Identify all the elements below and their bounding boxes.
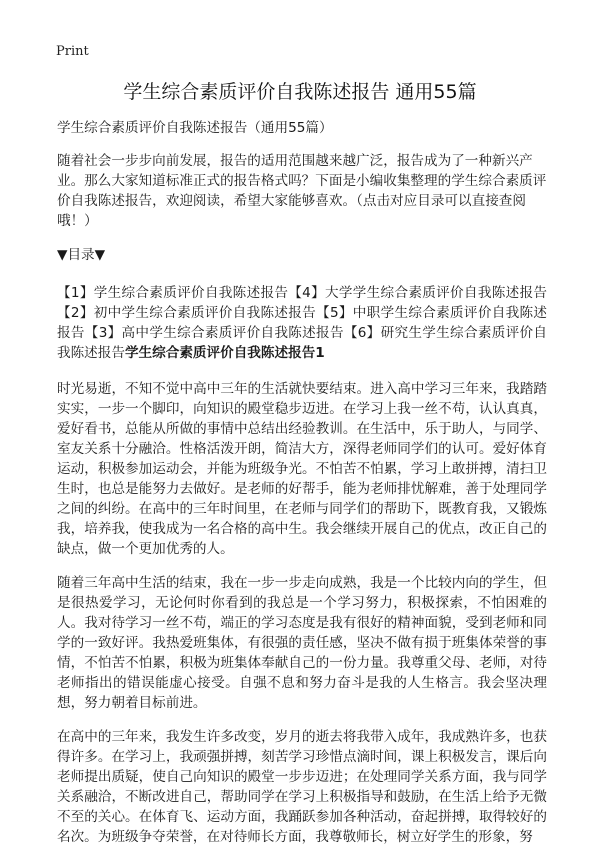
table-of-contents [57, 283, 547, 363]
toc-item-2[interactable]: 【2】初中学生综合素质评价自我陈述报告 [57, 305, 317, 321]
print-link[interactable]: Print [56, 44, 89, 59]
section-title: 学生综合素质评价自我陈述报告1 [124, 345, 325, 361]
toc-toggle[interactable]: ▼目录▼ [57, 247, 106, 263]
toc-item-1[interactable]: 【1】学生综合素质评价自我陈述报告 [57, 285, 289, 301]
document-subtitle: 学生综合素质评价自我陈述报告（通用55篇） [57, 120, 333, 136]
toc-item-3[interactable]: 【3】高中学生综合素质评价自我陈述报告 [84, 325, 344, 341]
intro-paragraph: 随着社会一步步向前发展，报告的适用范围越来越广泛，报告成为了一种新兴产业。那么大家知道标准正式的报告格式吗？下面是小编收集整理的学生综合素质评价自我陈述报告，欢迎阅读，希望大家能够喜欢。（点击对应目录可以直接查阅哦！） [57, 153, 547, 229]
document-body [57, 118, 547, 861]
body-paragraph-1: 时光易逝，不知不觉中高中三年的生活就快要结束。进入高中学习三年来，我踏踏实实，一步一个脚印，向知识的殿堂稳步迈进。在学习上我一丝不苟，认认真真，爱好看书，总能从所做的事情中总结出经验教训。在生活中，乐于助人，与同学、室友关系十分融洽。性格活泼开朗，简洁大方，深得老师同学们的认可。爱好体育运动，积极参加运动会，并能为班级争光。不怕苦不怕累，学习上敢拼搏，清扫卫生时，也总是能努力去做好。是老师的好帮手，能为老师排忧解难，善于处理同学之间的纠纷。在高中的三年时间里，在老师与同学们的帮助下，既教育我，又锻炼我，培养我，使我成为一名合格的高中生。我会继续开展自己的优点，改正自己的缺点，做一个更加优秀的人。 [57, 381, 547, 557]
document-title: 学生综合素质评价自我陈述报告 通用55篇 [123, 81, 477, 103]
body-paragraph-3: 在高中的三年来，我发生许多改变，岁月的逝去将我带入成年，我成熟许多，也获得许多。在学习上，我顽强拼搏，刻苦学习珍惜点滴时间，课上积极发言，课后向老师提出质疑，使自己向知识的殿堂一步步迈进；在处理同学关系方面，我与同学关系融洽，不断改进自己，帮助同学在学习上积极指导和鼓励，在生活上给予无微不至的关心。在体育飞、运动方面，我踊跃参加各种活动，奋起拼搏，取得较好的名次。为班级争夺荣誉，在对待师长方面，我尊敬师长，树立好学生的形象，努 [57, 729, 547, 845]
toc-item-4[interactable]: 【4】大学学生综合素质评价自我陈述报告 [288, 285, 547, 301]
toc-item-5[interactable]: 【5】中职学生综合素质评价自我陈述报告 [57, 305, 547, 341]
body-paragraph-2: 随着三年高中生活的结束，我在一步一步走向成熟，我是一个比较内向的学生，但是很热爱学习，无论何时你看到的我总是一个学习努力，积极探索，不怕困难的人。我对待学习一丝不苟，端正的学习态度是我有很好的精神面貌，受到老师和同学的一致好评。我热爱班集体，有很强的责任感，坚决不做有损于班集体荣誉的事情，不怕苦不怕累，积极为班集体奉献自己的一份力量。我尊重父母、老师，对待老师指出的错误能虚心接受。自强不息和努力奋斗是我的人生格言。我会坚决理想，努力朝着目标前进。 [57, 575, 547, 711]
toc-item-6[interactable]: 【6】研究生学生综合素质评价自我陈述报告 [57, 325, 548, 361]
